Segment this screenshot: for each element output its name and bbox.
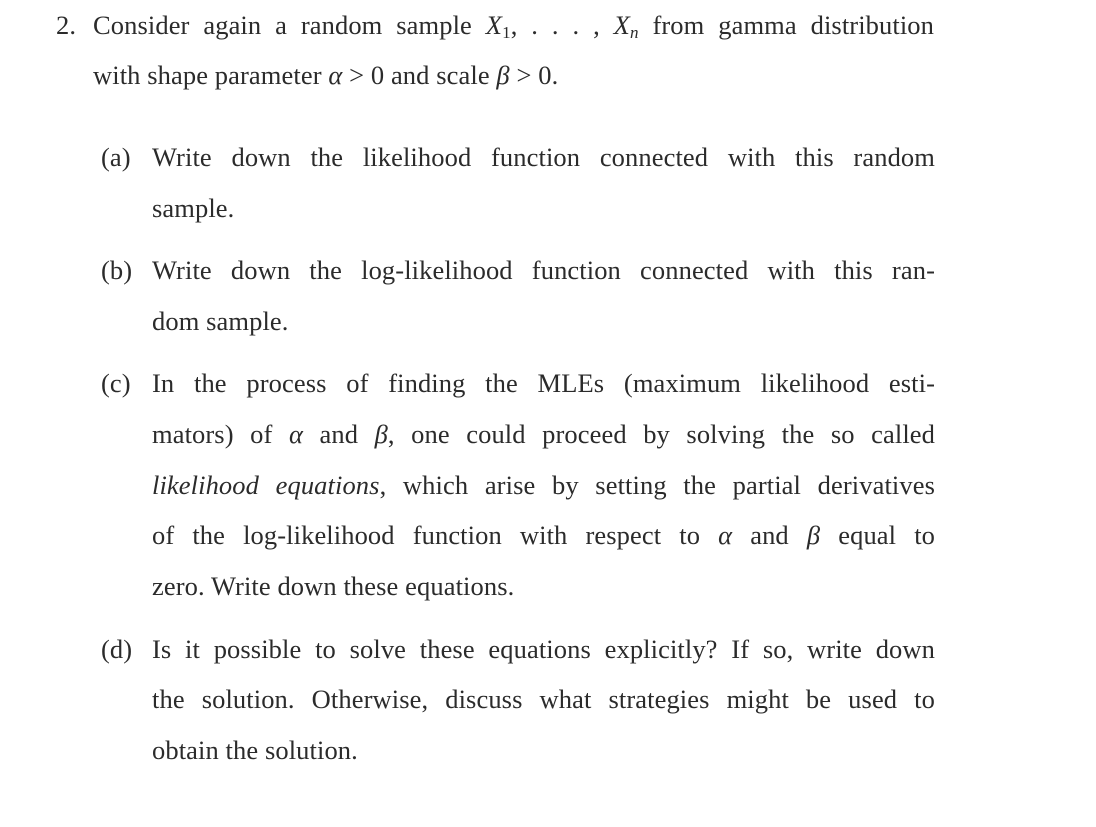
intro-text-2: with shape parameter xyxy=(93,60,329,90)
math-dots: , . . . , xyxy=(510,10,614,40)
part-c-line-1: In the process of finding the MLEs (maximum likelihood esti- xyxy=(152,368,935,398)
part-c-line-5: zero. Write down these equations. xyxy=(152,571,515,601)
problem-number: 2. xyxy=(56,10,77,40)
math-subscript-n: n xyxy=(629,23,639,42)
problem-intro-line-1 xyxy=(93,10,934,40)
math-alpha: α xyxy=(718,520,733,550)
math-beta: β xyxy=(374,419,388,449)
math-x-n: X xyxy=(613,10,630,40)
math-alpha: α xyxy=(288,419,303,449)
math-x: X xyxy=(485,10,503,40)
part-c-text: and xyxy=(302,419,375,449)
part-c-line-4 xyxy=(152,520,935,550)
part-c-label: (c) xyxy=(101,368,131,398)
part-a-line-1: Write down the likelihood function connected with this random xyxy=(152,142,935,172)
part-c-text: of the log-likelihood function with respect to xyxy=(152,520,719,550)
math-beta: β xyxy=(496,60,510,90)
part-c-line-3 xyxy=(152,470,935,500)
part-a-label: (a) xyxy=(101,142,131,172)
part-d-line-1: Is it possible to solve these equations explicitly? If so, write down xyxy=(152,634,935,664)
part-d-label: (d) xyxy=(101,634,133,664)
part-a-line-2: sample. xyxy=(152,193,235,223)
part-b-line-1: Write down the log-likelihood function connected with this ran- xyxy=(152,255,935,285)
math-alpha: α xyxy=(328,60,343,90)
intro-text: Consider again a random sample xyxy=(93,10,486,40)
part-b-line-2: dom sample. xyxy=(152,306,289,336)
part-c-text: mators) of xyxy=(152,419,289,449)
part-d-line-3: obtain the solution. xyxy=(152,735,358,765)
part-c-line-2 xyxy=(152,419,935,449)
part-b-label: (b) xyxy=(101,255,133,285)
part-d-line-2: the solution. Otherwise, discuss what strategies might be used to xyxy=(152,684,935,714)
part-c-text: , which arise by setting the partial derivatives xyxy=(379,470,935,500)
math-subscript-1: 1 xyxy=(502,23,511,42)
part-c-text: and xyxy=(732,520,807,550)
part-c-text: equal to xyxy=(820,520,936,550)
intro-text-end: from gamma distribution xyxy=(638,10,934,40)
intro-text-3: > 0 and scale xyxy=(342,60,497,90)
emphasis-likelihood-equations: likelihood equations xyxy=(152,470,380,500)
intro-text-4: > 0. xyxy=(509,60,559,90)
problem-intro-line-2 xyxy=(93,60,558,90)
math-beta: β xyxy=(806,520,821,550)
part-c-text: , one could proceed by solving the so called xyxy=(387,419,936,449)
